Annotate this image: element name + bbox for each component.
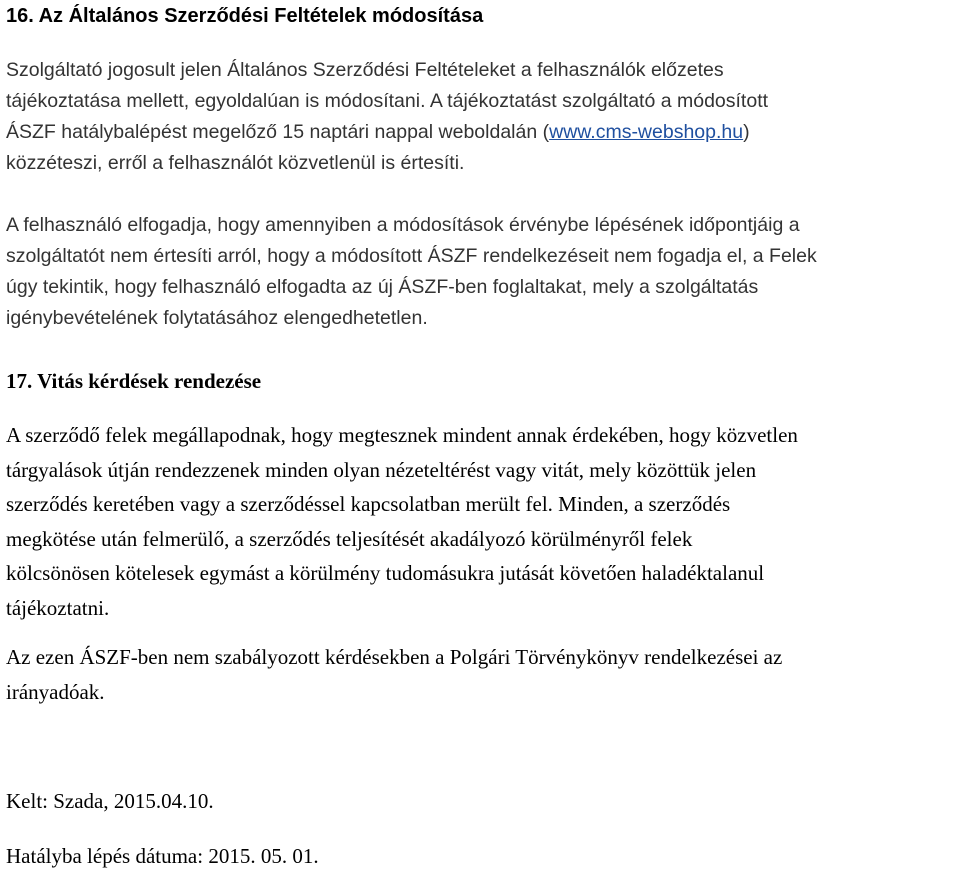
text-fragment: ) — [743, 121, 750, 143]
text-line: Az ezen ÁSZF-ben nem szabályozott kérdésekben a Polgári Törvénykönyv rendelkezései az — [6, 645, 783, 669]
text-line: A felhasználó elfogadja, hogy amennyiben a módosítások érvénybe lépésének időpontjáig a — [6, 214, 800, 236]
text-line: kölcsönösen kötelesek egymást a körülmény tudomásukra jutását követően haladéktalanul — [6, 561, 765, 585]
effective-date: Hatályba lépés dátuma: 2015. 05. 01. — [6, 844, 319, 868]
section-17-heading: 17. Vitás kérdések rendezése — [6, 369, 262, 393]
text-line: irányadóak. — [6, 679, 105, 704]
text-fragment: ÁSZF hatálybalépést megelőző 15 naptári nappal weboldalán ( — [6, 121, 550, 143]
section-16-heading: 16. Az Általános Szerződési Feltételek módosítása — [6, 5, 484, 27]
section-16-paragraph-1 — [6, 55, 960, 179]
text-line: szerződés keretében vagy a szerződéssel kapcsolatban merült fel. Minden, a szerződés — [6, 492, 731, 516]
text-line: úgy tekintik, hogy felhasználó elfogadta az új ÁSZF-ben foglaltakat, mely a szolgáltatás — [6, 276, 759, 298]
text-line: megkötése után felmerülő, a szerződés teljesítését akadályozó körülményről felek — [6, 526, 693, 551]
text-line: igénybevételének folytatásához elengedhetetlen. — [6, 307, 428, 329]
text-line: szolgáltatót nem értesíti arról, hogy a módosított ÁSZF rendelkezéseit nem fogadja el, a Felek — [6, 245, 817, 267]
text-line: A szerződő felek megállapodnak, hogy megtesznek mindent annak érdekében, hogy közvetlen — [6, 423, 798, 447]
signed-date: Kelt: Szada, 2015.04.10. — [6, 789, 214, 813]
text-line: tájékoztatni. — [6, 595, 110, 620]
section-17-paragraph-1 — [6, 418, 960, 625]
section-16-paragraph-2 — [6, 210, 960, 334]
section-17-paragraph-2 — [6, 640, 960, 709]
text-line: tájékoztatása mellett, egyoldalúan is módosítani. A tájékoztatást szolgáltató a módosított — [6, 90, 769, 112]
text-line: Szolgáltató jogosult jelen Általános Szerződési Feltételeket a felhasználók előzetes — [6, 59, 724, 81]
text-line: tárgyalások útján rendezzenek minden olyan nézeteltérést vagy vitát, mely közöttük jelen — [6, 457, 757, 482]
text-line: közzéteszi, erről a felhasználót közvetlenül is értesíti. — [6, 152, 465, 174]
text-line — [6, 117, 960, 148]
webshop-link[interactable]: www.cms-webshop.hu — [549, 121, 744, 143]
